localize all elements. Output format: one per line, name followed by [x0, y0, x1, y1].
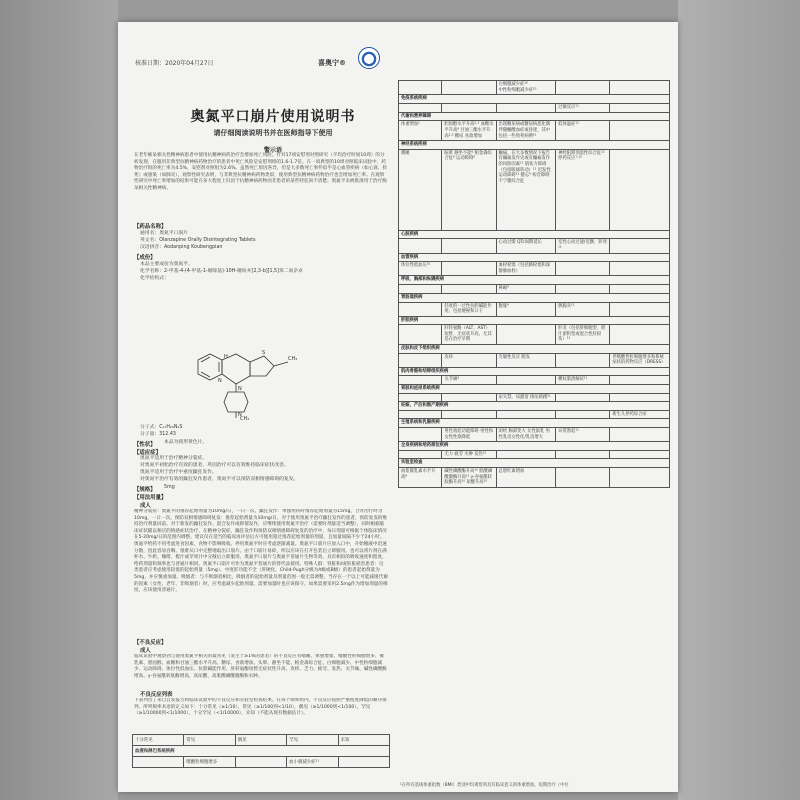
table-row: [399, 385, 670, 394]
appearance-text: 本品为圆形黄色片。: [164, 440, 208, 445]
table-cell: [610, 284, 670, 293]
svg-text:S: S: [262, 350, 266, 356]
table-cell: [442, 393, 496, 402]
table-cell: [399, 284, 442, 293]
table-cell: [235, 757, 286, 768]
table-cell: [133, 757, 184, 768]
company-logo-icon: [358, 47, 380, 69]
table-cell: [556, 284, 610, 293]
table-cell: [399, 239, 442, 253]
table-row: [399, 353, 670, 367]
table-cell: [610, 393, 670, 402]
table-row: [399, 284, 670, 293]
table-cell: [399, 410, 442, 419]
svg-text:N: N: [238, 412, 242, 418]
table-cell: [556, 467, 610, 487]
table-row: [399, 103, 670, 112]
table-row: [399, 467, 670, 487]
table-cell: 无力 疲劳 水肿 发热¹⁰: [442, 450, 496, 459]
indication-1: 奥氮平适用于治疗精神分裂症。: [140, 456, 208, 461]
table-cell: [442, 81, 496, 95]
table-header: 常见: [184, 735, 235, 746]
table-cell: 嗜睡: [399, 149, 442, 230]
table-cell: [610, 428, 670, 442]
svg-text:CH₃: CH₃: [240, 416, 250, 420]
table-cell: [610, 467, 670, 487]
table-row: [399, 253, 670, 262]
table-cell: [338, 757, 389, 768]
molecular-formula: 分子式：C₁₇H₂₀N₄S: [140, 425, 183, 430]
table-cell: 神经阻滞剂恶性综合征¹² 停药反应⁷·¹²: [556, 149, 610, 230]
category-general: 全身疾病和给药部位疾病: [399, 442, 670, 451]
pinyin-name: 汉语拼音：Aodanping Koubengpian: [140, 245, 223, 250]
table-cell: 腹胀⁹: [496, 302, 556, 316]
table-cell: [556, 81, 610, 95]
table-cell: [399, 450, 442, 459]
main-ingredient: 本品主要成份为奥氮平。: [140, 262, 193, 267]
svg-text:H: H: [224, 354, 228, 360]
table-cell: [399, 325, 442, 345]
section-ingredients: 【成份】: [134, 255, 156, 261]
frequency-table: [132, 734, 390, 768]
table-cell: 低体温症¹²: [556, 121, 610, 141]
svg-text:N: N: [238, 386, 242, 392]
table-cell: 闭经 胸部变大 女性溢乳 男性乳房女性化/乳房增大: [496, 428, 556, 442]
table-cell: 总胆红素增加: [496, 467, 556, 487]
table-cell: [610, 376, 670, 385]
category-skin: 皮肤和皮下组织疾病: [399, 345, 670, 354]
table-cell: [556, 262, 610, 276]
table-row: [399, 230, 670, 239]
category-metabolic: 代谢和营养障碍: [399, 112, 670, 121]
table-cell: 轻度的一过性抗胆碱能作用，包括便秘和口干: [442, 302, 496, 316]
adverse-reaction-table: [398, 80, 670, 488]
table-cell: 嗜酸粒细胞增多: [184, 757, 235, 768]
table-row: [399, 459, 670, 468]
table-cell: [556, 450, 610, 459]
table-header: 十分常见: [133, 735, 184, 746]
table-cell: 横纹肌溶解症¹¹: [556, 376, 610, 385]
specification-value: 5mg: [164, 485, 175, 490]
package-insert-sheet: [118, 22, 678, 792]
indication-3: 奥氮平适用于治疗中重度躁狂发作。: [140, 470, 217, 475]
table-header: 罕见: [287, 735, 338, 746]
table-row: [399, 402, 670, 411]
table-row: [133, 746, 390, 757]
table-cell: [496, 103, 556, 112]
chemical-name: 化学名称：2-甲基-4-(4-甲基-1-哌嗪基)-10H-噻吩并[2,3-b][1,5]苯二氮杂卓: [140, 269, 303, 274]
table-cell: 心动过缓 QTc间期延长: [496, 239, 556, 253]
category-immune: 免疫系统疾病: [399, 95, 670, 104]
table-cell: [496, 325, 556, 345]
background-left: [0, 0, 118, 800]
cell-text: 白细胞减少症¹⁰: [498, 82, 528, 87]
table-cell: 体位性低血压¹⁰: [399, 262, 442, 276]
category-reproductive: 生殖系统和乳腺疾病: [399, 419, 670, 428]
table-cell: [556, 393, 610, 402]
table-cell: 胆固醇水平升高²·³ 血糖水平升高⁴ 甘油三酯水平升高²·⁵ 糖尿 食欲增加: [442, 121, 496, 141]
indication-2: 对奥氮平初始治疗有效的患者，巩固治疗可以有效维持临床症状改善。: [140, 463, 289, 468]
section-indications: 【适应症】: [134, 450, 161, 456]
table-cell: [399, 103, 442, 112]
approval-date: 核准日期：2020年04月27日: [135, 60, 214, 67]
table-row: [133, 757, 390, 768]
table-row: [399, 121, 670, 141]
table-cell: 异常勃起¹¹: [556, 428, 610, 442]
adr-table-head: 不良反应列表: [140, 692, 173, 698]
svg-text:CH₃: CH₃: [288, 356, 298, 362]
table-cell: [399, 81, 442, 95]
warning-title: 警示语: [263, 147, 282, 154]
table-cell: [610, 262, 670, 276]
dosage-text: 精神分裂症：奥氮平的推荐起始剂量为10mg/日，一日一次。躁狂发作：单独用药时推荐起始剂量为15mg，合并治疗时为10mg，一日一次。预防双相情感障碍复发：推荐起始剂量为10mg/日。对于使用奥氮平治疗躁狂发作的患者，预防复发的维持治疗剂量同前。对于新发的躁狂发作、混合发作或抑郁发作，应继续使用奥氮平治疗（需要时剂量适当调整），同时根据临床症状辅以相应的情感症状治疗。在精神分裂症、躁狂发作和预防双相情感障碍复发的治疗中，每日剂量可根据个体临床情况在5-20mg/日的范围内调整。建议仅在适当的临床再评估后方可使用超过推荐起始剂量的剂量，且加量间隔不少于24小时。奥氮平给药不用考虑进食因素，食物不影响吸收。停用奥氮平时应考虑逐渐减量。奥氮平口崩片应放入口中，开始唾液中迅速分散，因此容易吞咽。很难从口中完整地取出口崩片。由于口崩片易碎，所以应该在打开包装后立即服用。也可以将片剂在满杯水、牛奶、咖啡、橙汁或苹果汁中分散后立即服用。奥氮平口崩片与奥氮平普通片生物等效，具有相似的吸收速度和程度，给药剂量和频率也与普通片相同。奥氮平口崩片可作为奥氮平普通片的替代品使用。特殊人群：肾脏和/或肝脏损害患者：这类患者应考虑使用较低的起始剂量（5mg）。中度肝功能不全（肝硬化，Child-Pugh分级为A级或B级）的患者起始剂量为5mg，并应慎重加量。吸烟者：与不吸烟者相比，吸烟者的起始剂量及剂量范围一般无需调整。当存在一个以上可能减缓代谢的因素（女性、老年、非吸烟者）时，应考虑减少起始剂量。需要加量时也应该保守。如果需要采用2.5mg作为增加剂量的梯度，应该使用普通片。: [134, 509, 388, 594]
table-row: [399, 428, 670, 442]
table-cell: [442, 410, 496, 419]
table-row: [399, 141, 670, 150]
table-cell: [610, 81, 670, 95]
table-cell: 伴嗜酸性粒细胞增多和系统症状的药物反应（DRESS）: [610, 353, 670, 367]
table-row: [399, 276, 670, 285]
table-row: [399, 367, 670, 376]
table-cell: [442, 103, 496, 112]
document-subtitle: 请仔细阅读说明书并在医师指导下使用: [213, 129, 333, 137]
table-cell: [610, 302, 670, 316]
generic-name: 通用名：奥氮平口崩片: [140, 231, 188, 236]
table-cell: [610, 239, 670, 253]
table-cell: 胰腺炎¹¹: [556, 302, 610, 316]
table-cell: [610, 121, 670, 141]
adr-table-text: 下表列出了来自自发报告和临床试验中的不良反应和实验室检查结果。在每个频率组内，不良反应按照严重程度降低的顺序排列。所列频率术语的定义如下：十分常见（≥1/10），常见（≥1/100到<1/10），偶见（≥1/1000到<1/100），罕见（≥1/10000到<1/1000），十分罕见（<1/10000），未知（不能从现有数据估计）。: [134, 698, 387, 717]
indication-4: 对奥氮平治疗有效的躁狂发作患者，奥氮平可以预防双相情感障碍的复发。: [140, 477, 299, 482]
section-adverse-reactions: 【不良反应】: [134, 640, 167, 646]
english-name: 英文名：Olanzapine Orally Disintegrating Tablets: [140, 238, 256, 243]
table-cell: 肝炎（包括肝细胞型、胆汁淤积型或混合性肝损伤）¹¹: [556, 325, 610, 345]
category-gastro: 胃肠道疾病: [399, 293, 670, 302]
table-row: [399, 239, 670, 253]
table-cell: 男性勃起功能障碍 男性和女性性欲降低: [442, 428, 496, 442]
table-cell: [610, 325, 670, 345]
table-row: [399, 419, 670, 428]
category-nervous: 神经系统疾病: [399, 141, 670, 150]
table-cell: [610, 103, 670, 112]
table-row: [399, 410, 670, 419]
category-liver: 肝胆疾病: [399, 316, 670, 325]
table-cell: 鼻衄⁹: [496, 284, 556, 293]
left-column: [118, 22, 393, 792]
table-row: [133, 735, 390, 746]
table-header: 未知: [338, 735, 389, 746]
category-cardiac: 心脏疾病: [399, 230, 670, 239]
section-specification: 【规格】: [134, 487, 156, 493]
table-row: [399, 302, 670, 316]
category-respiratory: 呼吸、胸部和纵隔疾病: [399, 276, 670, 285]
right-column: [398, 80, 670, 785]
table-cell: [610, 450, 670, 459]
table-cell: [496, 450, 556, 459]
table-cell: [556, 353, 610, 367]
table-row: [399, 81, 670, 95]
table-cell: 血浆催乳素水平升高⁸: [399, 467, 442, 487]
category-vascular: 血管疾病: [399, 253, 670, 262]
table-cell: [496, 376, 556, 385]
table-row: [399, 376, 670, 385]
table-cell: [610, 149, 670, 230]
table-row: [399, 293, 670, 302]
table-cell: 皮疹: [442, 353, 496, 367]
table-cell: 癫痫，在大多数情况下报告有癫痫发作史或有癫痫发作的风险因素¹¹ 肌张力障碍（包括眼球转动）¹¹ 迟发性运动障碍¹¹ 健忘⁹ 构音障碍 不宁腿综合征: [496, 149, 556, 230]
footnote: ¹在所有基线体重指数（BMI）类别中均观察到具有临床意义的体重增加。短期治疗（中位: [400, 783, 569, 788]
table-row: [399, 442, 670, 451]
background-right: [678, 0, 800, 800]
warning-text: 在老年痴呆相关性精神病患者中使用抗精神病药治疗会增加死亡风险。针对17项安慰剂对照研究（平均治疗时间10周）的分析发现，在服用非典型抗精神病药物治疗的患者中死亡风险是安慰剂组的1.6-1.7倍。在一项典型的10周对照临床试验中，药物治疗组的死亡率为4.5%，安慰剂对照组为2.6%。虽然死亡原因各异，但是大多数死亡事件似乎是心血管疾病（如心衰、猝死）或感染（如肺炎）。观察性研究表明，与非典型抗精神病药物类似，使用典型抗精神病药物治疗也会增加死亡率。在观察性研究中死亡率增加的结果可能在多大程度上归因于抗精神病药物而非患者的某些特征尚不清楚。奥氮平未被批准用于治疗痴呆相关性精神病。: [134, 153, 388, 191]
table-row: [399, 393, 670, 402]
table-row: [399, 316, 670, 325]
table-cell: [442, 284, 496, 293]
table-cell: [442, 239, 496, 253]
document-title: 奥氮平口崩片使用说明书: [190, 109, 356, 125]
table-cell: [496, 81, 556, 95]
svg-text:N: N: [218, 378, 222, 384]
cell-text: 中性粒细胞减少症¹⁰: [498, 87, 537, 93]
section-appearance: 【性状】: [134, 442, 156, 448]
structure-label: 化学结构式：: [140, 276, 169, 281]
table-row: [399, 112, 670, 121]
section-drug-name: 【药品名称】: [134, 224, 167, 230]
molecular-weight: 分子量：312.43: [140, 432, 176, 437]
table-cell: 肝转氨酶（ALT，AST）短暂、无症状升高，尤其是在治疗早期: [442, 325, 496, 345]
table-row: [399, 345, 670, 354]
table-cell: [399, 353, 442, 367]
dosage-adult-head: 成人: [140, 503, 151, 509]
table-cell: 体重增加¹: [399, 121, 442, 141]
table-cell: [442, 262, 496, 276]
table-cell: [399, 393, 442, 402]
table-cell: 碱性磷酸酶升高¹⁰ 肌酸磷酸激酶升高¹¹ γ-谷氨酰转肽酶升高¹⁰ 尿酸升高¹⁰: [442, 467, 496, 487]
category-blood: 血液和淋巴系统疾病: [133, 746, 390, 757]
category-pregnancy: 妊娠、产后和围产期疾病: [399, 402, 670, 411]
table-cell: 尿失禁，尿潴留 排尿踌躇¹¹: [496, 393, 556, 402]
table-cell: 光敏性反应 脱发: [496, 353, 556, 367]
table-cell: 出现糖尿病或糖尿病恶化偶伴随酮酸血症或昏迷，其中包括一些致死病例¹¹: [496, 121, 556, 141]
table-row: [399, 95, 670, 104]
table-cell: [556, 410, 610, 419]
category-lab: 实验室检查: [399, 459, 670, 468]
table-cell: [399, 302, 442, 316]
table-cell: 过敏反应¹¹: [556, 103, 610, 112]
table-cell: [496, 410, 556, 419]
table-cell: [399, 428, 442, 442]
table-cell: 血栓栓塞（包括肺栓塞和深静脉血栓）: [496, 262, 556, 276]
table-cell: [399, 376, 442, 385]
category-muscle: 肌肉骨骼和结缔组织疾病: [399, 367, 670, 376]
category-renal: 肾脏和泌尿系统疾病: [399, 385, 670, 394]
adr-text: 临床试验中观察到与使用奥氮平相关的最常见（发生于≥1%的患者）的不良反应有嗜睡、体重增加、嗜酸性粒细胞增多、催乳素、胆固醇、血糖和甘油三酯水平升高、糖尿、食欲增加、头晕、静坐不能、帕金森综合征、白细胞减少、中性粒细胞减少、运动障碍、体位性低血压、抗胆碱能作用、肝转氨酶短暂无症状性升高、皮疹、乏力、疲劳、发热、关节痛、碱性磷酸酶增高、γ-谷氨酰转肽酶增高、高尿酸、高肌酸磷酸激酶和水肿。: [134, 654, 387, 679]
table-header: 偶见: [235, 735, 286, 746]
table-row: [399, 325, 670, 345]
table-cell: 新生儿停药综合症: [610, 410, 670, 419]
table-row: [399, 262, 670, 276]
brand-name: 喜奥宁®: [318, 59, 346, 67]
table-cell: 室性心动过速/室颤，猝死¹¹: [556, 239, 610, 253]
table-cell: 血小板减少症¹¹: [287, 757, 338, 768]
adr-adult-head: 成人: [140, 648, 151, 654]
table-cell: 关节痛⁹: [442, 376, 496, 385]
table-row: [399, 450, 670, 459]
chemical-structure-image: [178, 340, 308, 420]
table-cell: 眩晕 静坐不能⁶ 帕金森综合征⁶ 运动障碍⁶: [442, 149, 496, 230]
section-dosage: 【用法用量】: [134, 495, 167, 501]
table-row: [399, 149, 670, 230]
